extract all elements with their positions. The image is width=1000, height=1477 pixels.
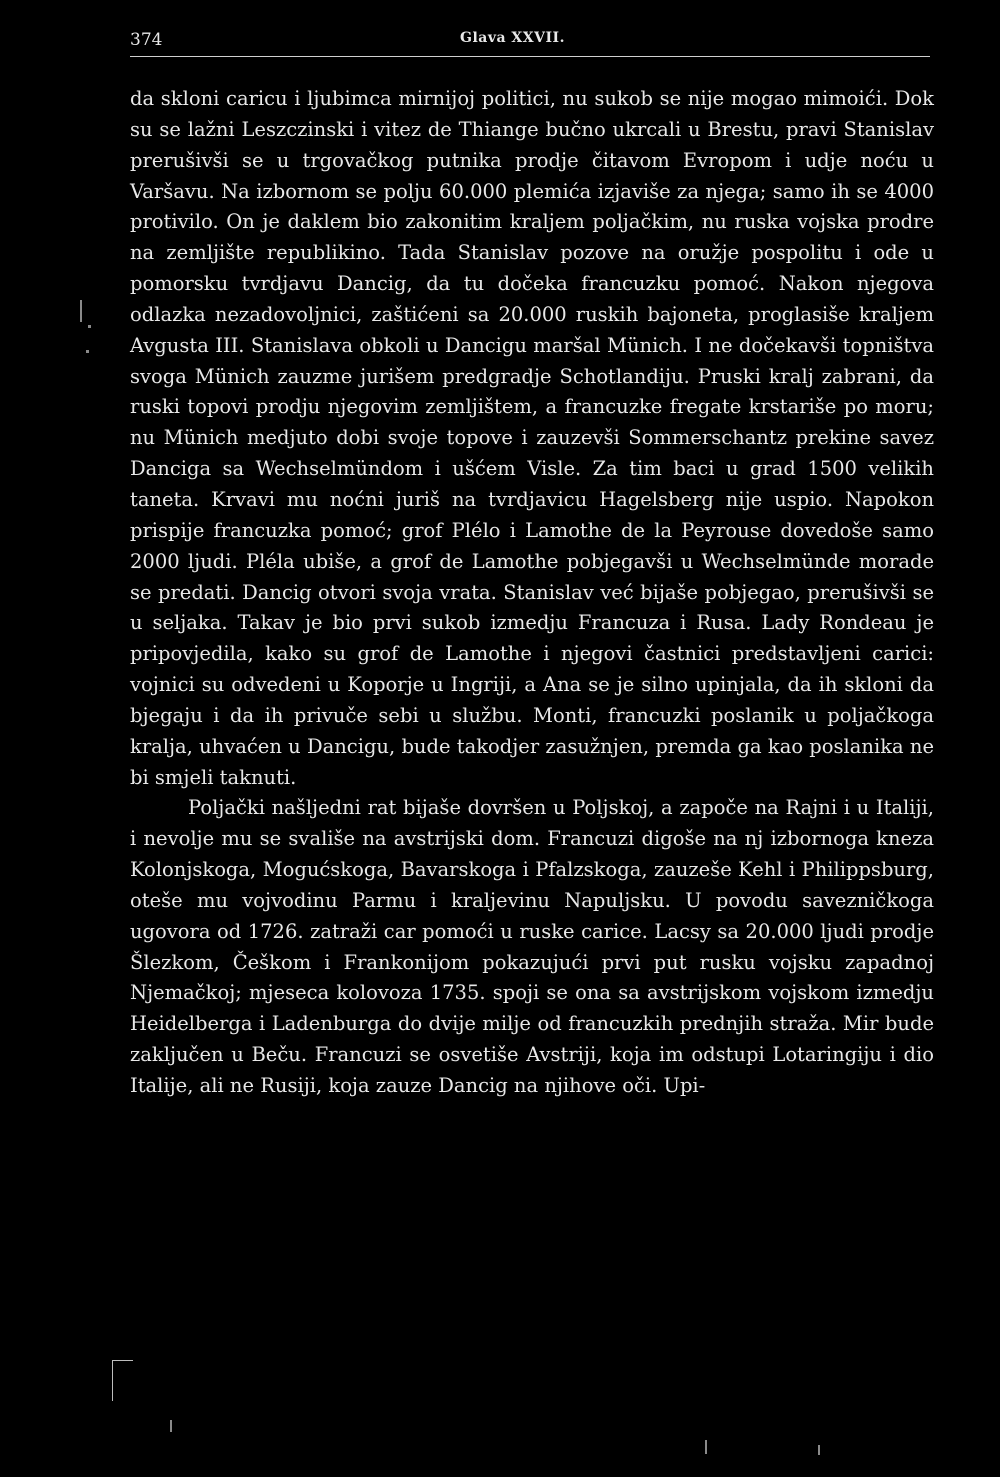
header-rule — [130, 56, 930, 57]
scan-speck — [170, 1420, 172, 1432]
scan-speck — [705, 1440, 707, 1454]
scan-speck — [86, 350, 89, 353]
chapter-title: Glava XXVII. — [460, 30, 565, 46]
paragraph-1: da skloni caricu i ljubimca mirnijoj politici, nu sukob se nije mogao mimoići. Dok su se lažni Leszczinski i vitez de Thiange bučno ukrcali u Brestu, pravi Stanislav prerušivši se u trgovačkog putnika prodje čitavom Evropom i udje noću u Varšavu. Na izbornom se polju 60.000 plemića izjaviše za njega; samo ih se 4000 protivilo. On je daklem bio zakonitim kraljem poljačkim, nu ruska vojska prodre na zemljište republikino. Tada Stanislav pozove na oružje pospolitu i ode u pomorsku tvrdjavu Dancig, da tu dočeka francuzku pomoć. Nakon njegova odlazka nezadovoljnici, zaštićeni sa 20.000 ruskih bajoneta, proglasiše kraljem Avgusta III. Stanislava obkoli u Dancigu maršal Münich. I ne dočekavši topništva svoga Münich zauzme jurišem predgradje Schotlandiju. Pruski kralj zabrani, da ruski topovi prodju njegovim zemljištem, a francuzke fregate krstariše po moru; nu Münich medjuto dobi svoje topove i zauzevši Sommerschantz prekine savez Danciga sa Wechselmündom i ušćem Visle. Za tim baci u grad 1500 velikih taneta. Krvavi mu noćni juriš na tvrdjavicu Hagelsberg nije uspio. Napokon prispije francuzka pomoć; grof Plélo i Lamothe de la Peyrouse dovedoše samo 2000 ljudi. Pléla ubiše, a grof de Lamothe pobjegavši u Wechselmünde morade se predati. Dancig otvori svoja vrata. Stanislav već bijaše pobjegao, prerušivši se u seljaka. Takav je bio prvi sukob izmedju Francuza i Rusa. Lady Rondeau je pripovjedila, kako su grof de Lamothe i njegovi častnici predstavljeni carici: vojnici su odvedeni u Koporje u Ingriji, a Ana se je silno upinjala, da ih skloni da bjegaju i da ih privuče sebi u službu. Monti, francuzki poslanik u poljačkoga kralja, uhvaćen u Dancigu, bude takodjer zasužnjen, premda ga kao poslanika ne bi smjeli taknuti. — [130, 87, 934, 789]
scan-speck — [80, 300, 82, 322]
scan-speck — [818, 1445, 820, 1455]
body-text — [130, 84, 934, 1102]
scan-corner-mark — [112, 1360, 133, 1401]
paragraph-2: Poljački našljedni rat bijaše dovršen u Poljskoj, a započe na Rajni i u Italiji, i nevolje mu se svališe na avstrijski dom. Francuzi digoše na nj izbornoga kneza Kolonjskoga, Mogućskoga, Bavarskoga i Pfalzskoga, zauzeše Kehl i Philippsburg, oteše mu vojvodinu Parmu i kraljevinu Napuljsku. U povodu savezničkoga ugovora od 1726. zatraži car pomoći u ruske carice. Lacsy sa 20.000 ljudi prodje Šlezkom, Češkom i Frankonijom pokazujući prvi put rusku vojsku zapadnoj Njemačkoj; mjeseca kolovoza 1735. spoji se ona sa avstrijskom vojskom izmedju Heidelberga i Ladenburga do dvije milje od francuzkih prednjih straža. Mir bude zaključen u Beču. Francuzi se osvetiše Avstriji, koja im odstupi Lotaringiju i dio Italije, ali ne Rusiji, koja zauze Dancig na njihove oči. Upi- — [130, 796, 934, 1097]
page-number: 374 — [130, 30, 163, 50]
running-head — [130, 30, 930, 58]
scan-speck — [88, 325, 91, 328]
